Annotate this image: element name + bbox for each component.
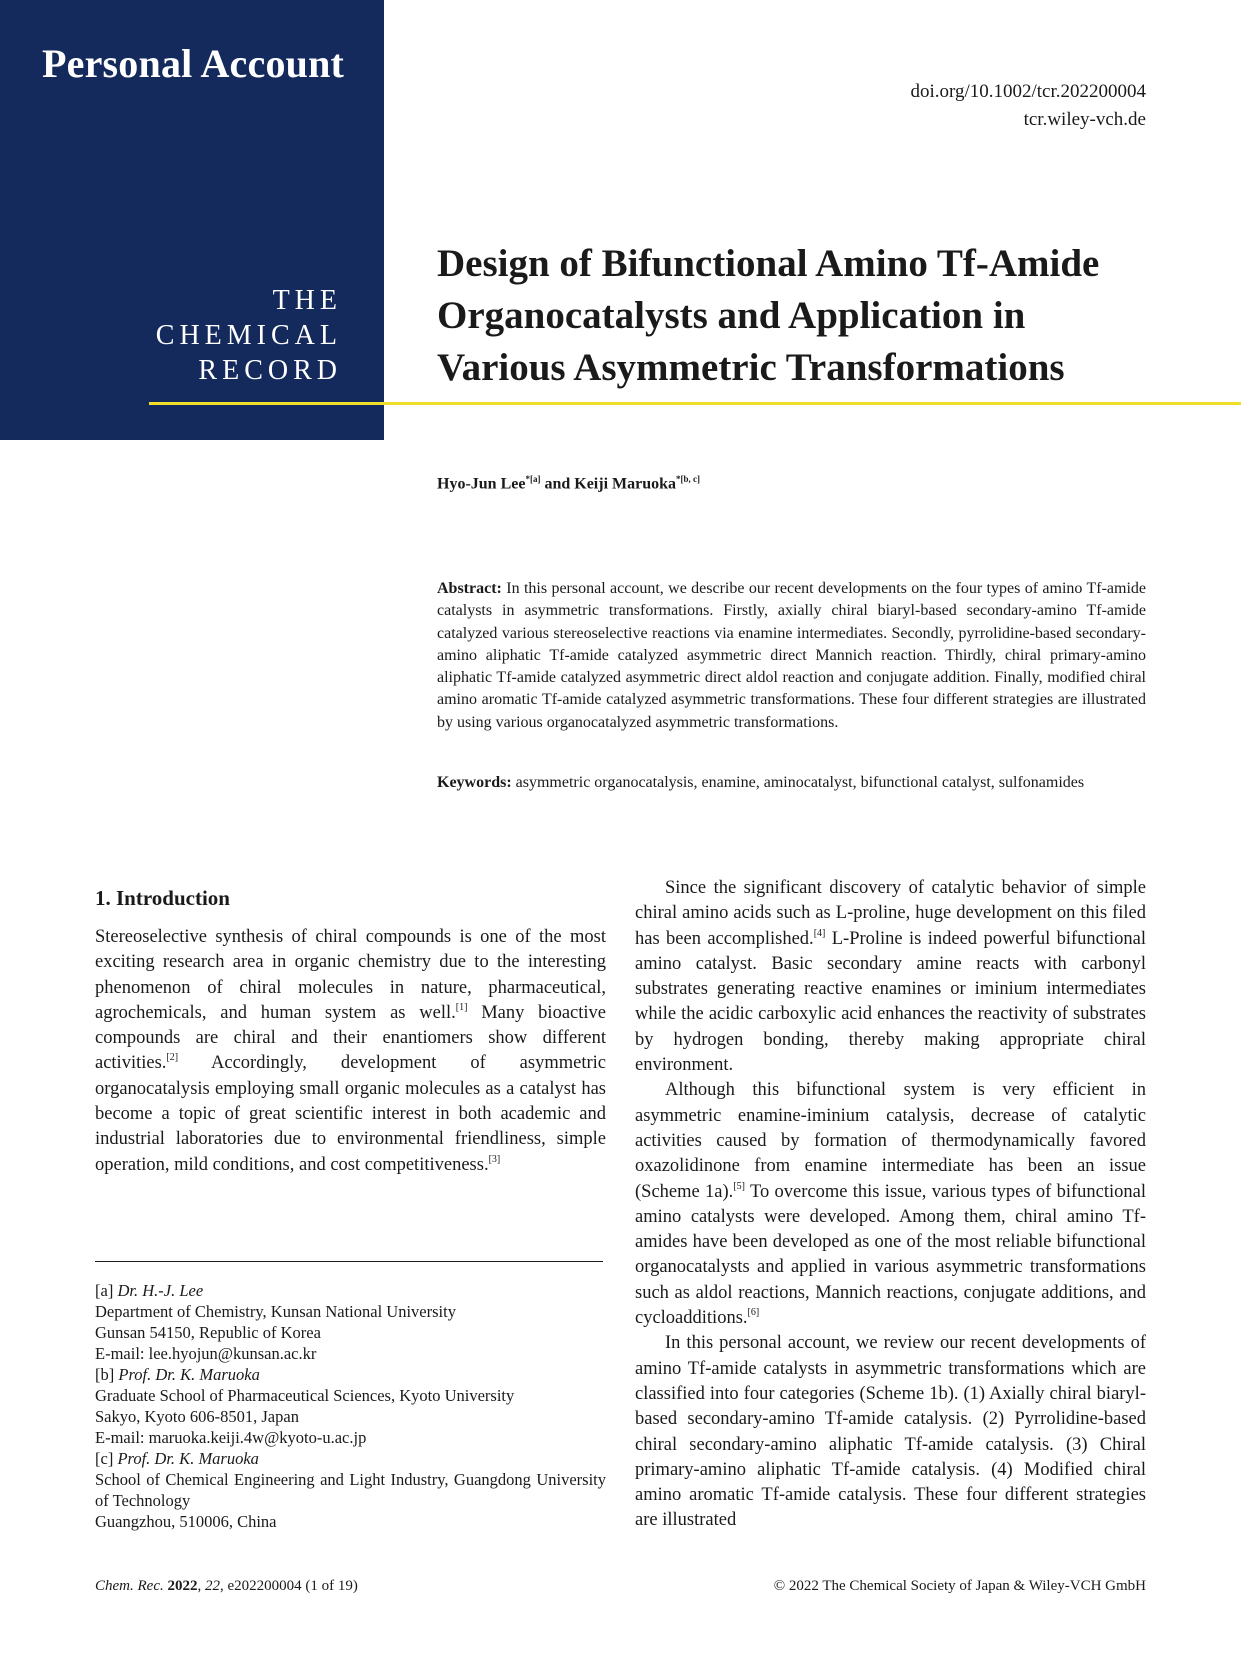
title-line: Various Asymmetric Transformations: [437, 346, 1065, 389]
journal-brand-line: CHEMICAL: [155, 320, 342, 351]
affiliation-header: [95, 1280, 606, 1301]
doi-link[interactable]: doi.org/10.1002/tcr.202200004: [910, 81, 1146, 102]
abstract-text: In this personal account, we describe our recent developments on the four types of amino Tf-amide catalysts in asymmetric transformations. Firstly, axially chiral biaryl-based secondary-amino Tf-amide catalyzed various stereoselective reactions via enamine intermediates. Secondly, pyrrolidine-based secondary-amino aliphatic Tf-amide catalyzed asymmetric direct Mannich reaction. Thirdly, chiral primary-amino aliphatic Tf-amide catalyzed asymmetric direct aldol reaction and conjugate addition. Finally, modified chiral amino aromatic Tf-amide catalyzed asymmetric transformations. These four different strategies are illustrated by using various organocatalyzed asymmetric transformations.: [437, 580, 1146, 731]
citation-ref[interactable]: [6]: [747, 1307, 760, 1319]
article-title: [437, 238, 1177, 394]
affiliation-line: Graduate School of Pharmaceutical Sciences, Kyoto University: [95, 1386, 515, 1405]
section-heading: 1. Introduction: [95, 886, 230, 910]
abstract: [437, 578, 1146, 734]
citation-ref[interactable]: [5]: [733, 1180, 745, 1192]
keywords-label: Keywords:: [437, 774, 512, 791]
citation-article-info: , e202200004 (1 of 19): [219, 1578, 358, 1594]
affiliation-line: Gunsan 54150, Republic of Korea: [95, 1323, 321, 1342]
paragraph-text: To overcome this issue, various types of bifunctional amino catalysts were developed. Among them, chiral amino Tf-amides have been developed as one of the most reliable bifunctional organocatalysts and applied in various asymmetric transformations such as aldol reactions, Mannich reactions, conjugate additions, and cycloadditions.: [635, 1181, 1146, 1329]
paragraph-text: Although this bifunctional system is very efficient in asymmetric enamine-iminium catalysis, decrease of catalytic activities caused by formation of thermodynamically favored oxazolidinone from enamine intermediate has been an issue (Scheme 1a).: [635, 1080, 1146, 1202]
citation-ref[interactable]: [4]: [813, 927, 826, 939]
affiliation-name: Dr. H.-J. Lee: [117, 1281, 204, 1300]
citation-ref[interactable]: [2]: [166, 1052, 179, 1064]
author-name: Hyo-Jun Lee: [437, 475, 526, 493]
section-label: Personal Account: [42, 41, 345, 86]
affiliation-line: Department of Chemistry, Kunsan National University: [95, 1302, 456, 1321]
affiliation-line: School of Chemical Engineering and Light Industry, Guangdong University of Technology: [95, 1470, 606, 1510]
paragraph-text: In this personal account, we review our recent developments of amino Tf-amide catalysts in asymmetric transformations which are classified into four categories (Scheme 1b). (1) Axially chiral biaryl-based secondary-amino Tf-amide catalysis. (2) Pyrrolidine-based chiral secondary-amino aliphatic Tf-amide catalysis. (3) Chiral primary-amino aliphatic Tf-amide catalysis. (4) Modified chiral amino aromatic Tf-amide catalysis. These four different strategies are illustrated: [635, 1333, 1146, 1531]
citation-ref[interactable]: [3]: [488, 1153, 501, 1165]
author-affiliation-mark: *[a]: [525, 474, 541, 484]
journal-site-link[interactable]: tcr.wiley-vch.de: [1023, 109, 1146, 130]
citation-volume: 22: [204, 1578, 220, 1594]
citation-ref[interactable]: [1]: [455, 1001, 468, 1013]
header-rule: [149, 402, 1241, 405]
keywords-text: asymmetric organocatalysis, enamine, aminocatalyst, bifunctional catalyst, sulfonamides: [515, 774, 1085, 791]
affiliation-email[interactable]: E-mail: lee.hyojun@kunsan.ac.kr: [95, 1344, 317, 1363]
header-banner: [0, 0, 384, 440]
affiliation-line: Guangzhou, 510006, China: [95, 1512, 277, 1531]
affiliation-name: Prof. Dr. K. Maruoka: [117, 1449, 259, 1468]
body-paragraph: [95, 925, 606, 1178]
affiliation-tag: [b]: [95, 1365, 115, 1384]
body-column-left: [95, 925, 606, 1178]
affiliation-header: [95, 1448, 606, 1469]
abstract-label: Abstract:: [437, 580, 502, 597]
journal-brand: [22, 283, 342, 388]
copyright-notice: © 2022 The Chemical Society of Japan & Wiley-VCH GmbH: [773, 1578, 1146, 1594]
title-line: Organocatalysts and Application in: [437, 294, 1026, 337]
author-conjunction: and: [540, 475, 575, 493]
body-column-right: [635, 876, 1146, 1534]
author-affiliation-mark: *[b, c]: [676, 474, 701, 484]
page-citation: Chem. Rec. 2022, 22, e202200004 (1 of 19): [95, 1578, 358, 1594]
journal-abbr: Chem. Rec.: [95, 1578, 164, 1594]
affiliation-name: Prof. Dr. K. Maruoka: [118, 1365, 260, 1384]
body-paragraph: [635, 1331, 1146, 1533]
paragraph-text: Stereoselective synthesis of chiral compounds is one of the most exciting research area in organic chemistry due to the interesting phenomenon of chiral molecules in nature, pharmaceutical, agrochemicals, and human system as well.: [95, 927, 606, 1023]
keywords: [437, 772, 1146, 794]
body-paragraph: [635, 1078, 1146, 1331]
paragraph-text: L-Proline is indeed powerful bifunctional amino catalyst. Basic secondary amine reacts with carbonyl substrates generating reactive enamines or iminium intermediates while the acidic carboxylic acid enhances the reactivity of substrates by hydrogen bonding, thereby making appropriate chiral environment.: [635, 928, 1146, 1076]
footnote-divider: [95, 1261, 603, 1262]
paragraph-text: Accordingly, development of asymmetric organocatalysis employing small organic molecules as a catalyst has become a topic of great scientific interest in both academic and industrial laboratories due to environmental friendliness, simple operation, mild conditions, and cost competitiveness.: [95, 1053, 606, 1175]
paragraph-text: Many bioactive compounds are chiral and their enantiomers show different activities.: [95, 1002, 606, 1074]
affiliation-email[interactable]: E-mail: maruoka.keiji.4w@kyoto-u.ac.jp: [95, 1428, 367, 1447]
author-list: [437, 474, 700, 493]
citation-year: 2022: [167, 1578, 198, 1594]
affiliation-tag: [c]: [95, 1449, 114, 1468]
body-paragraph: [635, 876, 1146, 1078]
affiliations: [95, 1280, 606, 1532]
paragraph-text: Since the significant discovery of catalytic behavior of simple chiral amino acids such as L-proline, huge development on this filed has been accomplished.: [635, 878, 1146, 949]
title-line: Design of Bifunctional Amino Tf-Amide: [437, 242, 1100, 285]
affiliation-header: [95, 1364, 606, 1385]
affiliation-line: Sakyo, Kyoto 606-8501, Japan: [95, 1407, 299, 1426]
author-name: Keiji Maruoka: [574, 475, 677, 493]
doi-block: [910, 78, 1146, 134]
journal-brand-line: RECORD: [198, 355, 342, 386]
journal-brand-line: THE: [272, 285, 342, 316]
affiliation-tag: [a]: [95, 1281, 114, 1300]
